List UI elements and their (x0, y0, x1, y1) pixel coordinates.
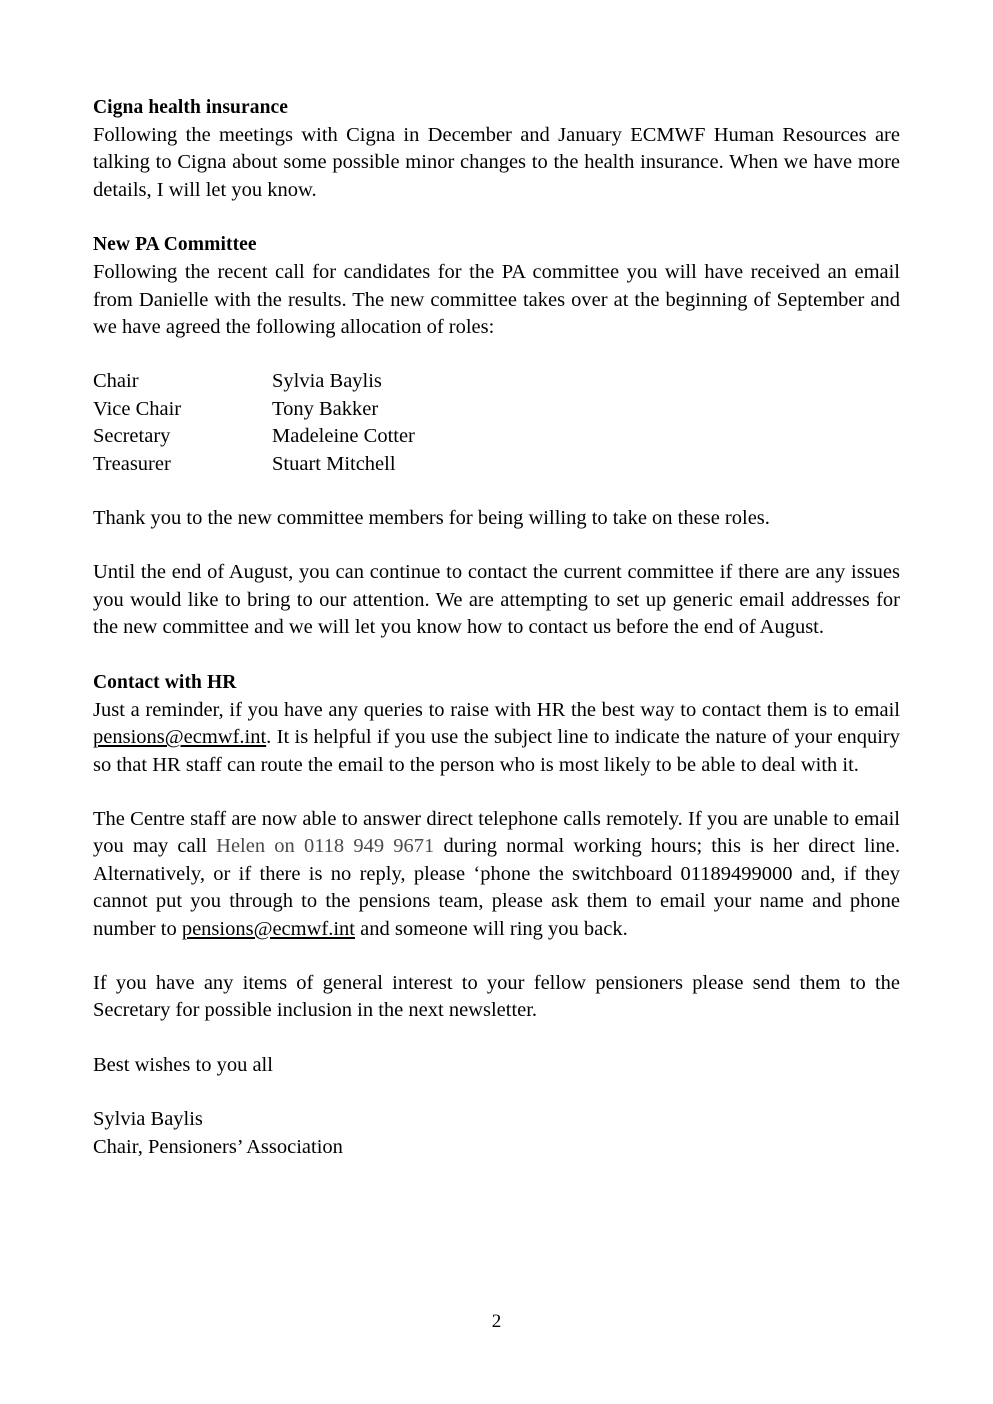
text-best-wishes: Best wishes to you all (93, 1053, 273, 1076)
role-person-secretary: Madeleine Cotter (272, 425, 415, 448)
text-telephone-middle: during normal working hours; this is her direct line. Alternatively, or if there is no reply, please ‘phone the switchboard 01189499000 and, if they cannot put you through to the pensions team, please ask them to email your name and phone number to (93, 835, 900, 940)
committee-roles-table (93, 368, 415, 478)
paragraph-cigna-health-insurance: Following the meetings with Cigna in December and January ECMWF Human Resources are talking to Cigna about some possible minor changes to the health insurance. When we have more details, I will let you know. (93, 124, 900, 201)
spacer (93, 532, 900, 559)
text-after-email: . It is helpful if you use the subject line to indicate the nature of your enquiry so that HR staff can route the email to the person who is most likely to be able to deal with it. (93, 726, 900, 776)
paragraph-thanks-to-committee: Thank you to the new committee members for being willing to take on these roles. (93, 507, 770, 530)
table-row (93, 423, 415, 450)
role-label-treasurer: Treasurer (93, 452, 171, 475)
spacer (93, 943, 900, 970)
role-person-treasurer: Stuart Mitchell (272, 452, 396, 475)
paragraph-until-end-of-august: Until the end of August, you can continue to contact the current committee if there are any issues you would like to bring to our attention. We are attempting to set up generic email addresses for the new committee and we will let you know how to contact us before the end of August. (93, 561, 900, 639)
paragraph-telephone-contact (93, 806, 900, 943)
text-direct-line-contact: Helen on 0118 949 9671 (216, 835, 435, 858)
heading-new-pa-committee: New PA Committee (93, 234, 257, 256)
spacer (93, 478, 900, 505)
spacer (93, 1079, 900, 1106)
role-label-chair: Chair (93, 370, 139, 393)
page-content (93, 94, 900, 1161)
paragraph-contact-hr-email (93, 697, 900, 779)
role-person-vice-chair: Tony Bakker (272, 397, 379, 420)
role-person-chair: Sylvia Baylis (272, 370, 382, 393)
text-before-email: Just a reminder, if you have any queries to raise with HR the best way to contact them is to email (93, 698, 900, 721)
text-telephone-end: and someone will ring you back. (355, 917, 628, 940)
text-telephone-intro: The Centre staff are now able to answer direct telephone calls remotely. If you are unable to email you may call (93, 807, 900, 858)
heading-cigna-health-insurance: Cigna health insurance (93, 97, 289, 118)
role-label-vice-chair: Vice Chair (93, 397, 182, 420)
email-link-pensions[interactable]: pensions@ecmwf.int (93, 726, 267, 749)
table-row (93, 368, 415, 395)
table-row (93, 396, 415, 423)
signature-name: Sylvia Baylis (93, 1108, 203, 1131)
table-row (93, 451, 415, 478)
spacer (93, 642, 900, 669)
page-number-footer: 2 (491, 1311, 502, 1332)
signature-title: Chair, Pensioners’ Association (93, 1135, 343, 1158)
spacer (93, 204, 900, 231)
role-label-secretary: Secretary (93, 425, 171, 448)
heading-contact-with-hr: Contact with HR (93, 671, 237, 693)
spacer (93, 1025, 900, 1052)
paragraph-general-interest-items: If you have any items of general interest to your fellow pensioners please send them to the Secretary for possible inclusion in the next newsletter. (93, 971, 900, 1022)
spacer (93, 779, 900, 806)
paragraph-new-pa-committee: Following the recent call for candidates for the PA committee you will have received an email from Danielle with the results. The new committee takes over at the beginning of September and we have agreed the following allocation of roles: (93, 261, 900, 339)
email-link-pensions-second[interactable]: pensions@ecmwf.int (181, 917, 355, 940)
spacer (93, 341, 900, 368)
